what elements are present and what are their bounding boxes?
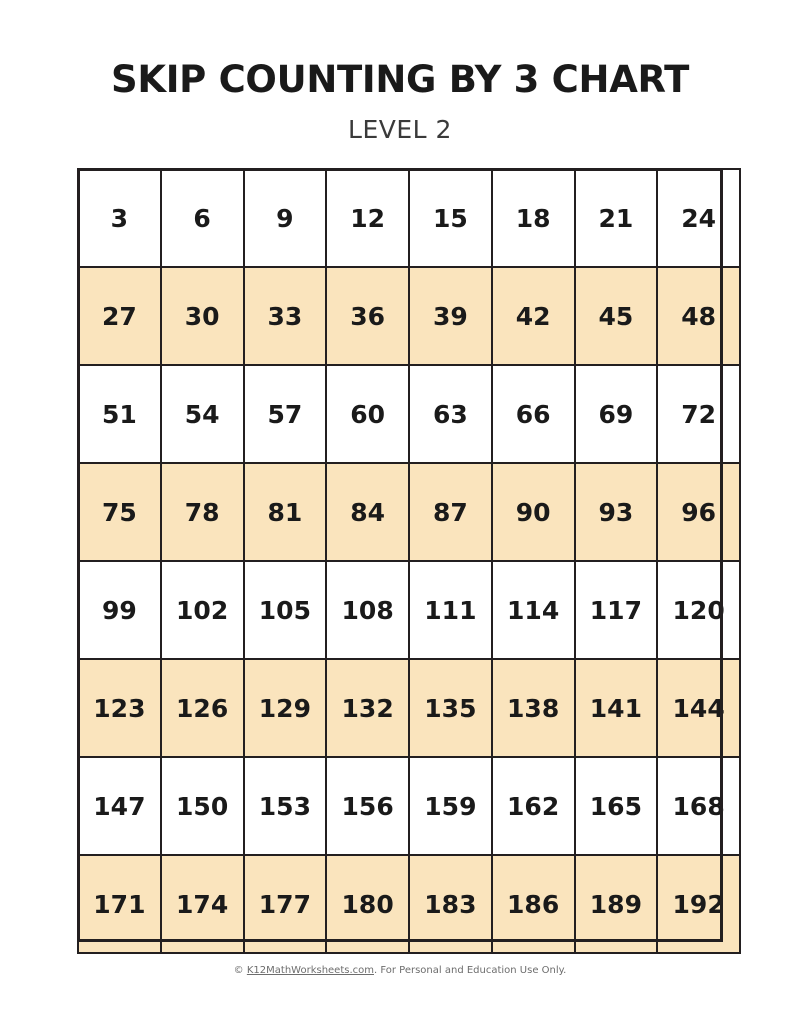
table-row [78, 855, 740, 953]
number-cell: 81 [244, 463, 327, 561]
number-cell: 105 [244, 561, 327, 659]
page-title: SKIP COUNTING BY 3 CHART [110, 58, 690, 101]
copyright-symbol: © [233, 965, 244, 976]
number-cell: 114 [492, 561, 575, 659]
table-row [78, 561, 740, 659]
number-cell: 57 [244, 365, 327, 463]
number-cell: 84 [326, 463, 409, 561]
number-cell: 168 [657, 757, 740, 855]
number-cell: 177 [244, 855, 327, 953]
number-cell: 147 [78, 757, 161, 855]
table-row [78, 659, 740, 757]
number-cell: 120 [657, 561, 740, 659]
number-cell: 90 [492, 463, 575, 561]
number-cell: 51 [78, 365, 161, 463]
number-cell: 48 [657, 267, 740, 365]
number-cell: 63 [409, 365, 492, 463]
number-cell: 171 [78, 855, 161, 953]
number-cell: 192 [657, 855, 740, 953]
number-cell: 30 [161, 267, 244, 365]
number-table [77, 168, 741, 954]
skip-counting-chart [77, 168, 723, 954]
number-cell: 69 [575, 365, 658, 463]
number-cell: 96 [657, 463, 740, 561]
number-cell: 45 [575, 267, 658, 365]
number-cell: 189 [575, 855, 658, 953]
number-cell: 36 [326, 267, 409, 365]
number-cell: 144 [657, 659, 740, 757]
number-cell: 39 [409, 267, 492, 365]
number-cell: 186 [492, 855, 575, 953]
number-cell: 150 [161, 757, 244, 855]
number-table-body [78, 169, 740, 953]
number-cell: 54 [161, 365, 244, 463]
footer [0, 965, 800, 976]
number-cell: 75 [78, 463, 161, 561]
number-cell: 27 [78, 267, 161, 365]
number-cell: 72 [657, 365, 740, 463]
number-cell: 153 [244, 757, 327, 855]
number-cell: 123 [78, 659, 161, 757]
number-cell: 141 [575, 659, 658, 757]
number-cell: 135 [409, 659, 492, 757]
number-cell: 87 [409, 463, 492, 561]
table-row [78, 365, 740, 463]
number-cell: 78 [161, 463, 244, 561]
number-cell: 126 [161, 659, 244, 757]
table-row [78, 169, 740, 267]
number-cell: 183 [409, 855, 492, 953]
page-subtitle: LEVEL 2 [348, 115, 452, 144]
number-cell: 180 [326, 855, 409, 953]
number-cell: 24 [657, 169, 740, 267]
number-cell: 33 [244, 267, 327, 365]
number-cell: 165 [575, 757, 658, 855]
number-cell: 99 [78, 561, 161, 659]
number-cell: 108 [326, 561, 409, 659]
site-link[interactable]: K12MathWorksheets.com [246, 965, 374, 976]
number-cell: 132 [326, 659, 409, 757]
number-cell: 66 [492, 365, 575, 463]
number-cell: 18 [492, 169, 575, 267]
table-row [78, 463, 740, 561]
number-cell: 156 [326, 757, 409, 855]
number-cell: 159 [409, 757, 492, 855]
number-cell: 111 [409, 561, 492, 659]
number-cell: 42 [492, 267, 575, 365]
table-row [78, 267, 740, 365]
number-cell: 138 [492, 659, 575, 757]
number-cell: 174 [161, 855, 244, 953]
number-cell: 129 [244, 659, 327, 757]
number-cell: 6 [161, 169, 244, 267]
number-cell: 12 [326, 169, 409, 267]
number-cell: 9 [244, 169, 327, 267]
number-cell: 21 [575, 169, 658, 267]
table-row [78, 757, 740, 855]
number-cell: 117 [575, 561, 658, 659]
number-cell: 60 [326, 365, 409, 463]
number-cell: 3 [78, 169, 161, 267]
number-cell: 15 [409, 169, 492, 267]
number-cell: 93 [575, 463, 658, 561]
number-cell: 102 [161, 561, 244, 659]
number-cell: 162 [492, 757, 575, 855]
footer-usage-text: . For Personal and Education Use Only. [374, 965, 567, 976]
